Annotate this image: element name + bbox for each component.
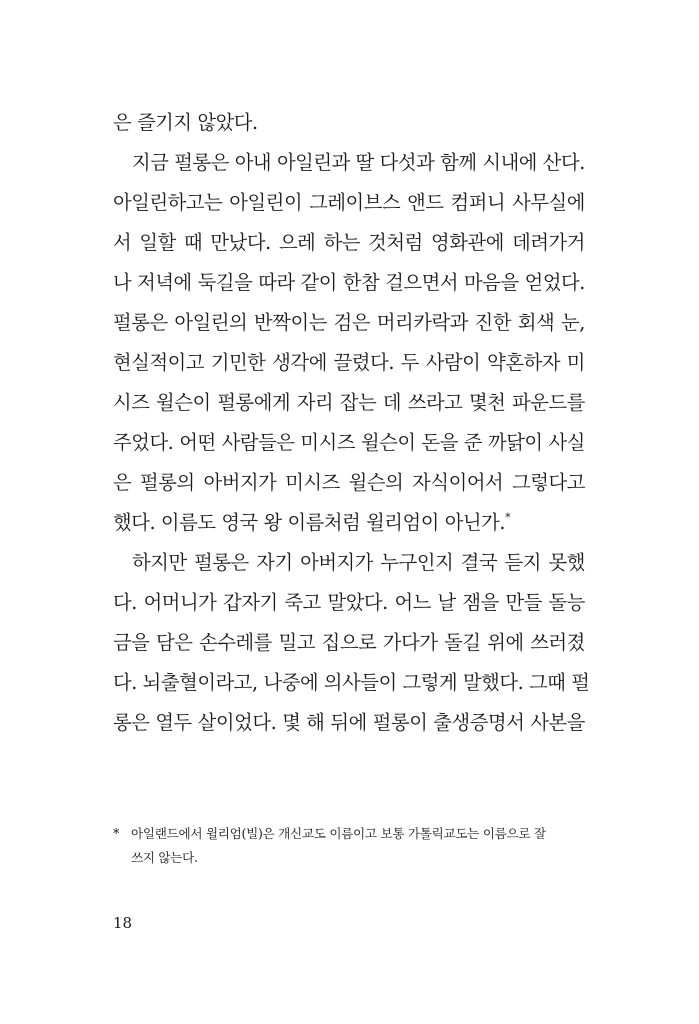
text-line: 은 즐기지 않았다. xyxy=(113,111,258,134)
text-line-with-footnote xyxy=(113,503,585,543)
text-line: 아일린하고는 아일린이 그레이브스 앤드 컴퍼니 사무실에 xyxy=(113,191,585,214)
footnote-line-continued: 쓰지 않는다. xyxy=(131,850,198,865)
text-line: 했다. 이름도 영국 왕 이름처럼 윌리엄이 아닌가. xyxy=(113,511,506,534)
page-number: 18 xyxy=(113,914,133,932)
text-line: 다. 뇌출혈이라고, 나중에 의사들이 그렇게 말했다. 그때 펄 xyxy=(113,671,590,694)
footnote-line xyxy=(113,822,585,846)
text-line: 시즈 윌슨이 펄롱에게 자리 잡는 데 쓰라고 몇천 파운드를 xyxy=(113,391,585,414)
text-line: 지금 펄롱은 아내 아일린과 딸 다섯과 함께 시내에 산다. xyxy=(132,151,585,174)
text-line: 롱은 열두 살이었다. 몇 해 뒤에 펄롱이 출생증명서 사본을 xyxy=(113,711,585,734)
footnote-star: * xyxy=(113,826,119,841)
text-line: 주었다. 어떤 사람들은 미시즈 윌슨이 돈을 준 까닭이 사실 xyxy=(113,431,585,454)
text-line: 서 일할 때 만났다. 으레 하는 것처럼 영화관에 데려가거 xyxy=(113,231,585,254)
text-line: 펄롱은 아일린의 반짝이는 검은 머리카락과 진한 회색 눈, xyxy=(113,311,585,334)
text-line: 금을 담은 손수레를 밀고 집으로 가다가 돌길 위에 쓰러졌 xyxy=(113,631,585,654)
text-line: 하지만 펄롱은 자기 아버지가 누구인지 결국 듣지 못했 xyxy=(132,551,585,574)
text-line: 현실적이고 기민한 생각에 끌렸다. 두 사람이 약혼하자 미 xyxy=(113,351,585,374)
text-line: 다. 어머니가 갑자기 죽고 말았다. 어느 날 잼을 만들 돌능 xyxy=(113,591,585,614)
text-line: 나 저녁에 둑길을 따라 같이 한참 걸으면서 마음을 얻었다. xyxy=(113,271,585,294)
footnote-text: 아일랜드에서 윌리엄(빌)은 개신교도 이름이고 보통 가톨릭교도는 이름으로 잘 xyxy=(131,826,546,841)
text-line: 은 펄롱의 아버지가 미시즈 윌슨의 자식이어서 그렇다고 xyxy=(113,471,585,494)
footnote-marker: * xyxy=(505,511,511,524)
